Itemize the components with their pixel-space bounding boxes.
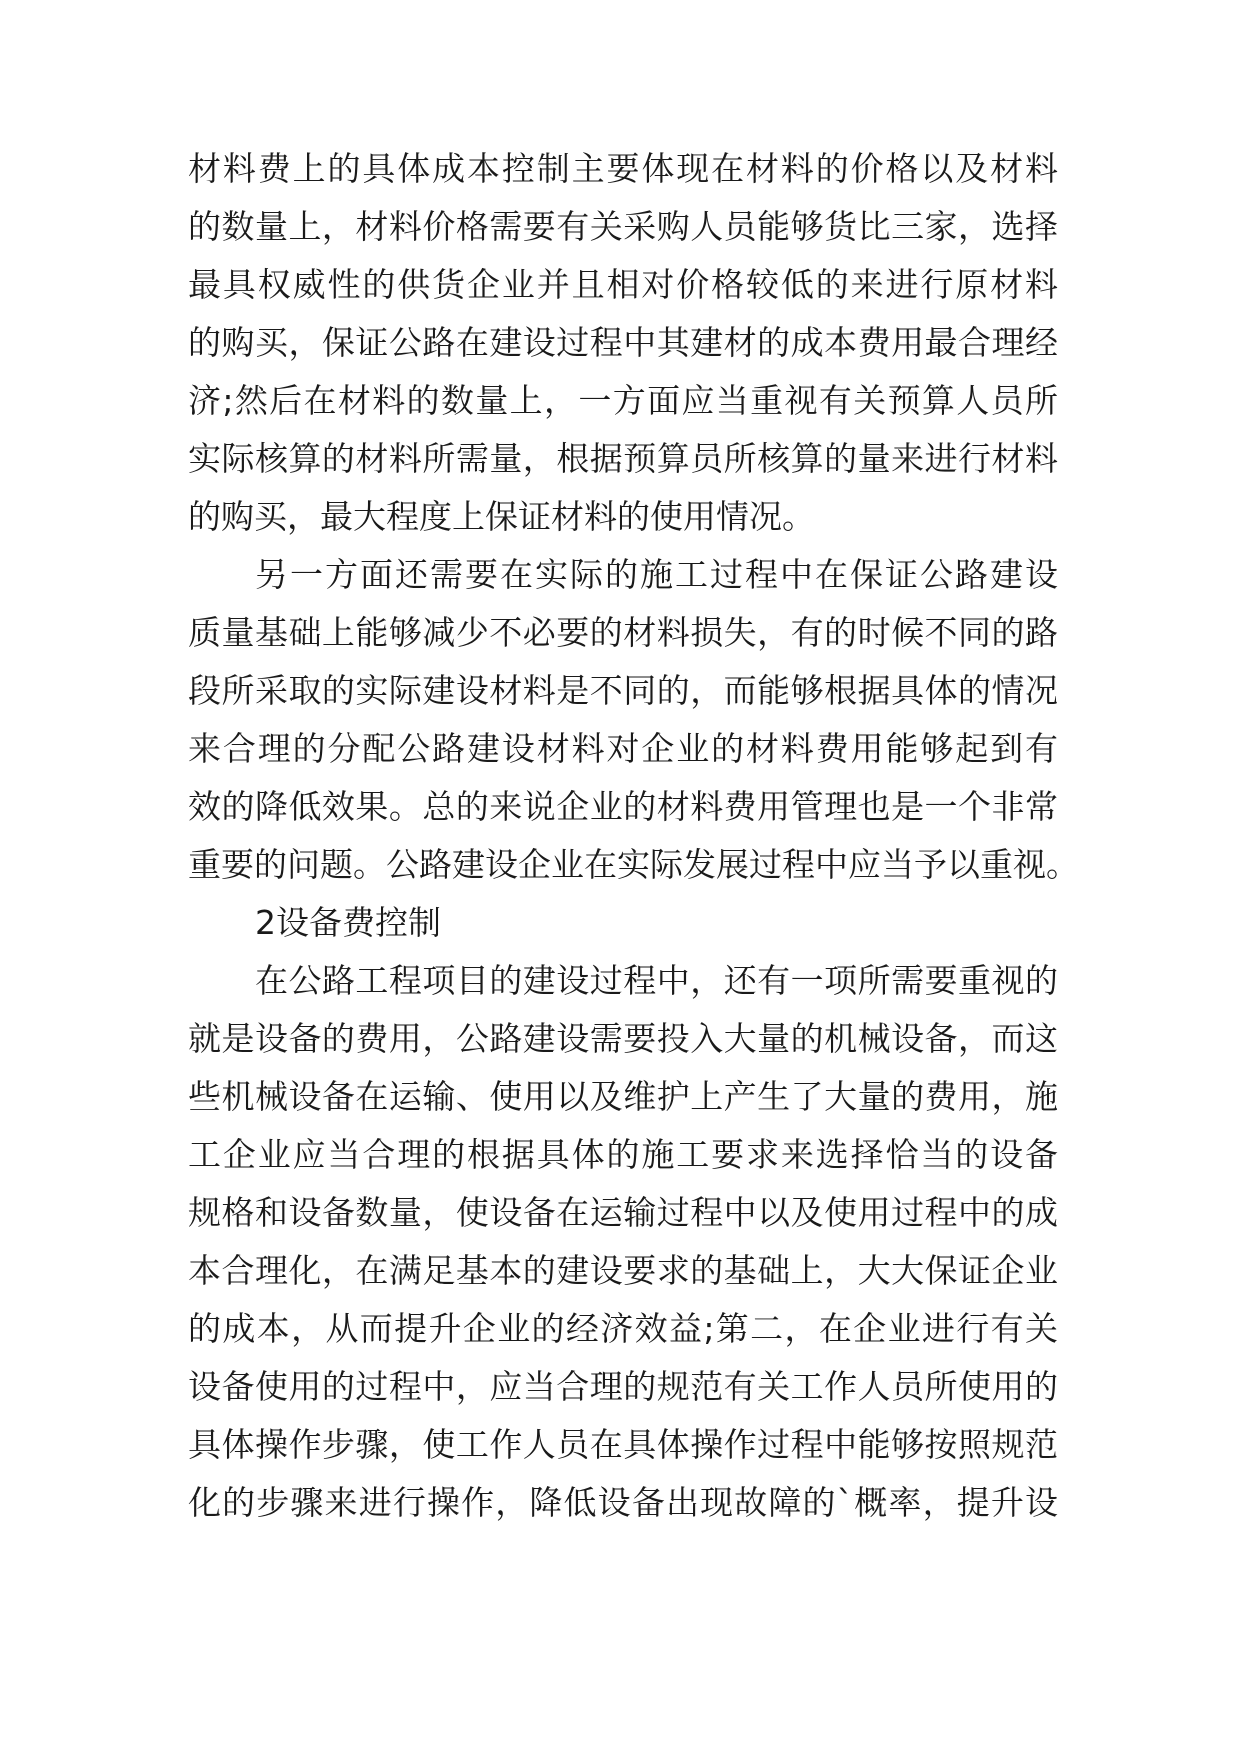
paragraph-2-line-5: 效的降低效果。总的来说企业的材料费用管理也是一个非常 (188, 787, 1058, 826)
paragraph-2-line-1: 另一方面还需要在实际的施工过程中在保证公路建设 (255, 555, 1058, 594)
paragraph-1-line-7: 的购买，最大程度上保证材料的使用情况。 (188, 497, 815, 536)
paragraph-3-line-3: 些机械设备在运输、使用以及维护上产生了大量的费用，施 (188, 1077, 1058, 1116)
paragraph-3-line-4: 工企业应当合理的根据具体的施工要求来选择恰当的设备 (188, 1135, 1058, 1174)
paragraph-3-line-5: 规格和设备数量，使设备在运输过程中以及使用过程中的成 (188, 1193, 1058, 1232)
paragraph-1-line-3: 最具权威性的供货企业并且相对价格较低的来进行原材料 (188, 265, 1058, 304)
paragraph-3-line-10: 化的步骤来进行操作，降低设备出现故障的`概率，提升设 (188, 1483, 1058, 1522)
paragraph-1-line-1: 材料费上的具体成本控制主要体现在材料的价格以及材料 (188, 149, 1058, 188)
paragraph-2-line-6: 重要的问题。公路建设企业在实际发展过程中应当予以重视。 (188, 845, 1079, 884)
paragraph-2-line-4: 来合理的分配公路建设材料对企业的材料费用能够起到有 (188, 729, 1058, 768)
paragraph-1-line-5: 济;然后在材料的数量上，一方面应当重视有关预算人员所 (188, 381, 1058, 420)
section-heading: 2设备费控制 (255, 903, 441, 942)
paragraph-3-line-2: 就是设备的费用，公路建设需要投入大量的机械设备，而这 (188, 1019, 1058, 1058)
paragraph-3-line-8: 设备使用的过程中，应当合理的规范有关工作人员所使用的 (188, 1367, 1058, 1406)
paragraph-2-line-2: 质量基础上能够减少不必要的材料损失，有的时候不同的路 (188, 613, 1058, 652)
paragraph-3-line-7: 的成本，从而提升企业的经济效益;第二，在企业进行有关 (188, 1309, 1058, 1348)
paragraph-1-line-4: 的购买，保证公路在建设过程中其建材的成本费用最合理经 (188, 323, 1058, 362)
paragraph-3-line-6: 本合理化，在满足基本的建设要求的基础上，大大保证企业 (188, 1251, 1058, 1290)
paragraph-3-line-9: 具体操作步骤，使工作人员在具体操作过程中能够按照规范 (188, 1425, 1058, 1464)
paragraph-3-line-1: 在公路工程项目的建设过程中，还有一项所需要重视的 (255, 961, 1058, 1000)
paragraph-2-line-3: 段所采取的实际建设材料是不同的，而能够根据具体的情况 (188, 671, 1058, 710)
paragraph-1-line-6: 实际核算的材料所需量，根据预算员所核算的量来进行材料 (188, 439, 1058, 478)
paragraph-1-line-2: 的数量上，材料价格需要有关采购人员能够货比三家，选择 (188, 207, 1058, 246)
